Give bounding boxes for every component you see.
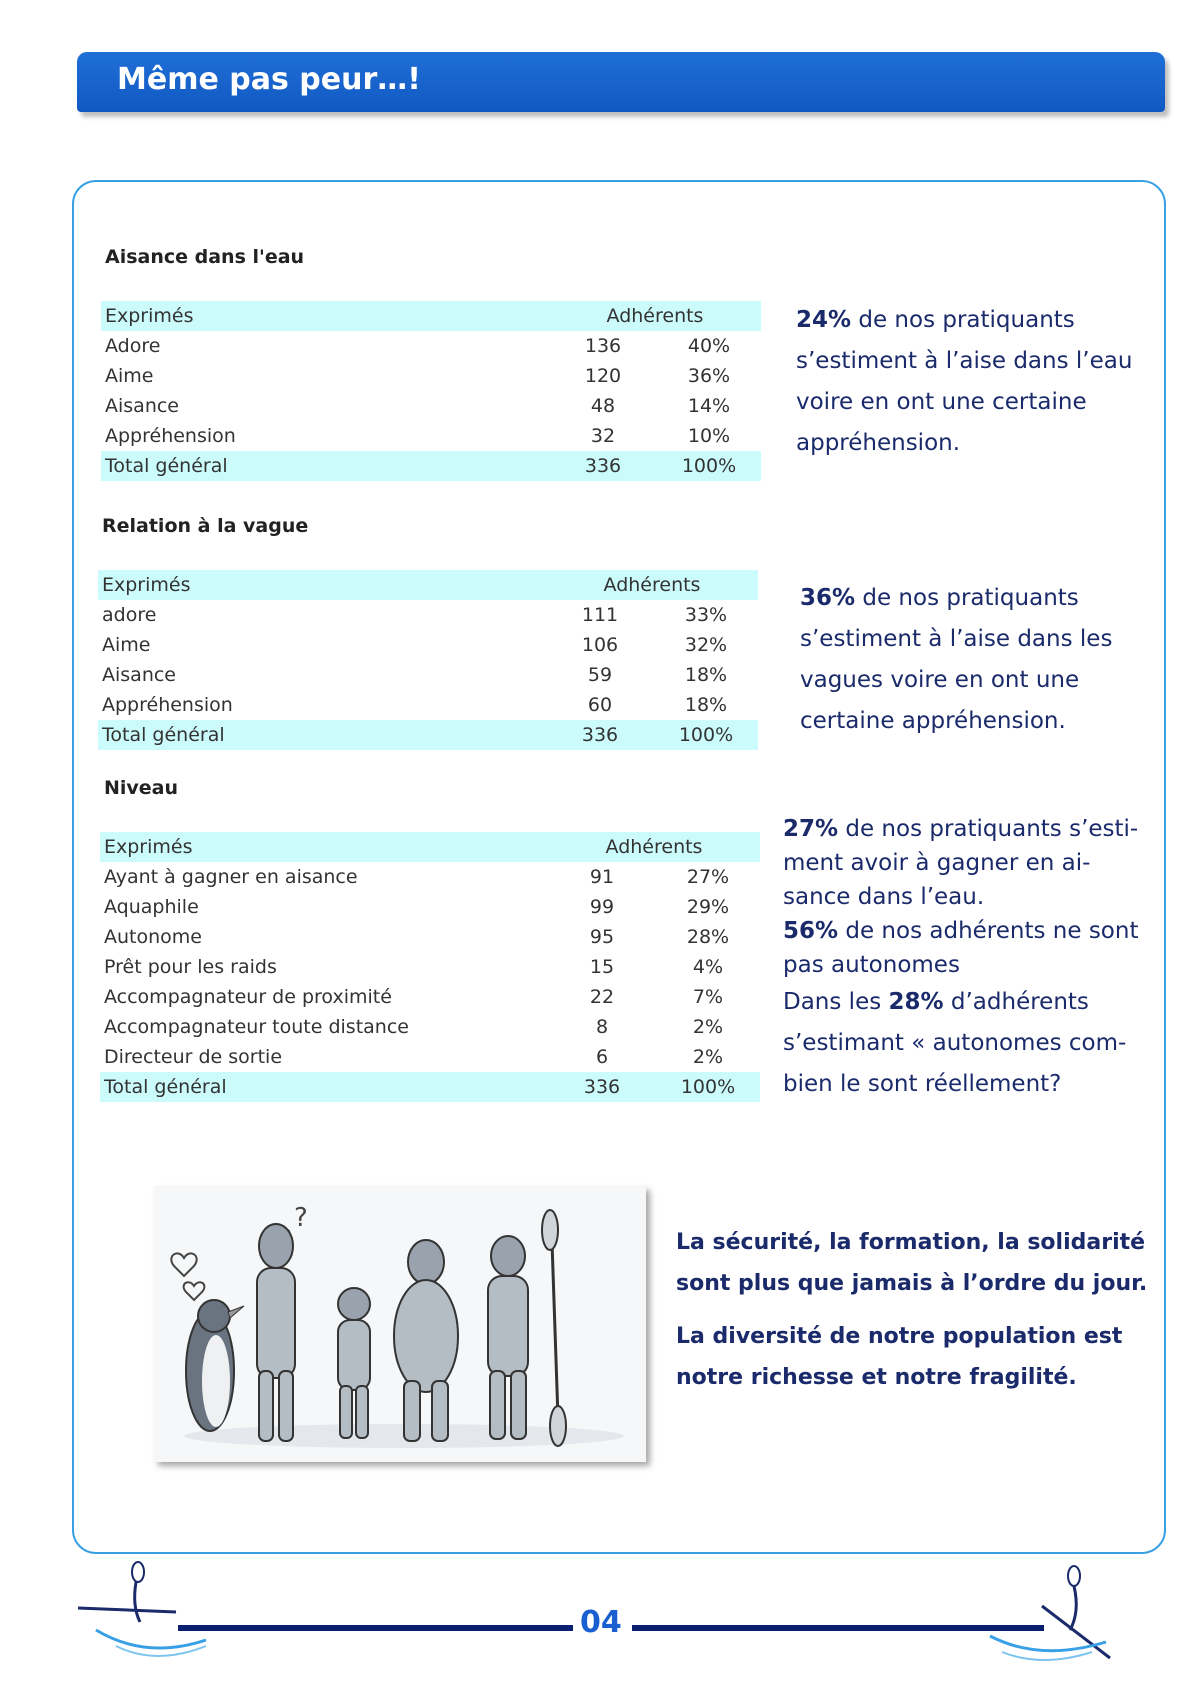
row-pct: 27% — [686, 866, 730, 888]
row-count: 59 — [587, 664, 613, 686]
section-title-aisance: Aisance dans l'eau — [105, 246, 305, 268]
table-row — [101, 391, 761, 421]
table-header-row — [100, 832, 760, 862]
kayaker-left-icon — [76, 1560, 216, 1670]
row-label: Aime — [102, 634, 151, 656]
closing-line: La sécurité, la formation, la solidarité — [676, 1230, 1146, 1255]
total-pct: 100% — [657, 451, 761, 481]
table-row — [100, 1012, 760, 1042]
table-row — [98, 690, 758, 720]
table-header-row — [98, 570, 758, 600]
closing-line: notre richesse et notre fragilité. — [676, 1365, 1077, 1390]
note-highlight: 28% — [888, 989, 944, 1015]
row-label: Adore — [105, 335, 161, 357]
note-highlight: 56% — [783, 918, 839, 944]
row-pct: 10% — [687, 425, 731, 447]
note-text: de nos adhérents ne sont — [838, 918, 1139, 944]
total-label: Total général — [98, 720, 546, 750]
row-label: Directeur de sortie — [104, 1046, 283, 1068]
note-highlight: 27% — [783, 816, 839, 842]
row-pct: 2% — [692, 1016, 724, 1038]
row-count: 22 — [589, 986, 615, 1008]
note-niveau — [783, 812, 1138, 1105]
table-row — [100, 1042, 760, 1072]
note-text: de nos pratiquants — [851, 307, 1075, 333]
total-pct: 100% — [654, 720, 758, 750]
note-text: pas autonomes — [783, 952, 960, 978]
illustration — [154, 1186, 646, 1462]
page-title: Même pas peur…! — [117, 62, 421, 97]
row-pct: 29% — [686, 896, 730, 918]
header-exprimes: Exprimés — [98, 570, 546, 600]
table-row — [101, 331, 761, 361]
footer-rule-left — [178, 1625, 573, 1631]
row-count: 60 — [587, 694, 613, 716]
header-adherents: Adhérents — [549, 301, 761, 331]
row-label: Prêt pour les raids — [104, 956, 277, 978]
note-text: de nos pratiquants s’esti- — [838, 816, 1139, 842]
note-text: certaine appréhension. — [800, 708, 1066, 734]
closing-line: sont plus que jamais à l’ordre du jour. — [676, 1271, 1148, 1296]
note-text: s’estiment à l’aise dans les — [800, 626, 1113, 652]
row-label: Autonome — [104, 926, 202, 948]
note-text: appréhension. — [796, 430, 961, 456]
kayaker-right-icon — [982, 1562, 1122, 1672]
section-title-vague: Relation à la vague — [102, 515, 309, 537]
header-exprimes: Exprimés — [101, 301, 549, 331]
row-pct: 28% — [686, 926, 730, 948]
note-text: ment avoir à gagner en ai- — [783, 850, 1091, 876]
total-count: 336 — [548, 1072, 656, 1102]
svg-text:?: ? — [294, 1203, 308, 1233]
table-row — [100, 892, 760, 922]
note-text: s’estimant « autonomes com- — [783, 1030, 1127, 1056]
table-total-row — [100, 1072, 760, 1102]
note-aisance — [796, 300, 1132, 464]
table-row — [98, 660, 758, 690]
row-count: 32 — [590, 425, 616, 447]
note-text: de nos pratiquants — [855, 585, 1079, 611]
row-pct: 40% — [687, 335, 731, 357]
table-aisance — [101, 301, 761, 481]
row-count: 120 — [584, 365, 622, 387]
note-highlight: 36% — [800, 585, 856, 611]
closing-statement — [676, 1222, 1156, 1410]
page-number: 04 — [580, 1605, 622, 1640]
row-count: 99 — [589, 896, 615, 918]
note-text: vagues voire en ont une — [800, 667, 1080, 693]
row-label: Accompagnateur toute distance — [104, 1016, 409, 1038]
total-pct: 100% — [656, 1072, 760, 1102]
row-label: Appréhension — [105, 425, 236, 447]
row-count: 15 — [589, 956, 615, 978]
row-pct: 14% — [687, 395, 731, 417]
row-label: Aime — [105, 365, 154, 387]
table-header-row — [101, 301, 761, 331]
note-text: sance dans l’eau. — [783, 884, 985, 910]
row-label: Aisance — [105, 395, 179, 417]
row-label: Appréhension — [102, 694, 233, 716]
table-total-row — [101, 451, 761, 481]
table-row — [98, 600, 758, 630]
row-label: Aisance — [102, 664, 176, 686]
row-count: 111 — [581, 604, 619, 626]
table-total-row — [98, 720, 758, 750]
closing-line: La diversité de notre population est — [676, 1324, 1123, 1349]
row-count: 91 — [589, 866, 615, 888]
row-pct: 18% — [684, 664, 728, 686]
header-exprimes: Exprimés — [100, 832, 548, 862]
note-text: d’adhérents — [943, 989, 1089, 1015]
total-count: 336 — [549, 451, 657, 481]
row-label: Accompagnateur de proximité — [104, 986, 392, 1008]
row-pct: 33% — [684, 604, 728, 626]
note-text: voire en ont une certaine — [796, 389, 1087, 415]
table-row — [98, 630, 758, 660]
table-row — [100, 982, 760, 1012]
row-label: Ayant à gagner en aisance — [104, 866, 358, 888]
row-pct: 18% — [684, 694, 728, 716]
table-row — [101, 361, 761, 391]
row-count: 95 — [589, 926, 615, 948]
row-count: 106 — [581, 634, 619, 656]
header-adherents: Adhérents — [548, 832, 760, 862]
row-pct: 4% — [692, 956, 724, 978]
header-adherents: Adhérents — [546, 570, 758, 600]
table-row — [101, 421, 761, 451]
row-label: adore — [102, 604, 157, 626]
row-pct: 7% — [692, 986, 724, 1008]
table-row — [100, 952, 760, 982]
row-pct: 32% — [684, 634, 728, 656]
total-label: Total général — [101, 451, 549, 481]
row-count: 136 — [584, 335, 622, 357]
total-count: 336 — [546, 720, 654, 750]
row-count: 48 — [590, 395, 616, 417]
table-row — [100, 862, 760, 892]
table-vague — [98, 570, 758, 750]
penguin-and-people-in-wetsuits-drawing-icon — [154, 1186, 646, 1462]
table-row — [100, 922, 760, 952]
row-pct: 2% — [692, 1046, 724, 1068]
section-title-niveau: Niveau — [104, 777, 179, 799]
note-text: s’estiment à l’aise dans l’eau — [796, 348, 1133, 374]
total-label: Total général — [100, 1072, 548, 1102]
note-vague — [800, 578, 1112, 742]
note-text: Dans les — [783, 989, 889, 1015]
row-count: 8 — [595, 1016, 609, 1038]
row-label: Aquaphile — [104, 896, 199, 918]
table-niveau — [100, 832, 760, 1102]
note-highlight: 24% — [796, 307, 852, 333]
header-banner — [77, 52, 1165, 112]
row-count: 6 — [595, 1046, 609, 1068]
note-text: bien le sont réellement? — [783, 1071, 1062, 1097]
row-pct: 36% — [687, 365, 731, 387]
